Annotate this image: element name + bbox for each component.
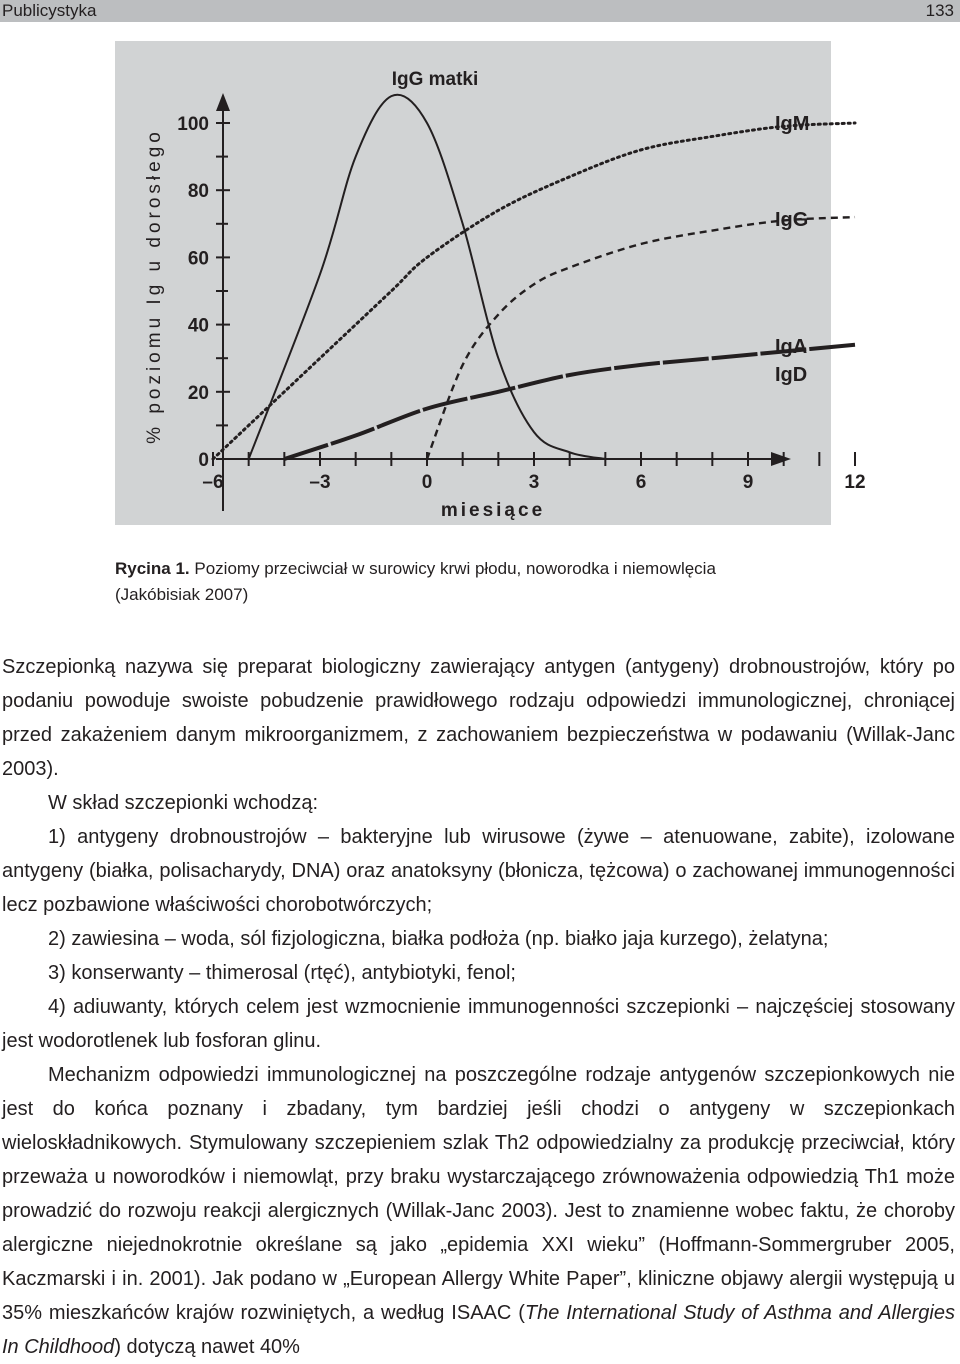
x-tick-label: –3 (309, 472, 331, 493)
paragraph-mechanism-text: Mechanizm odpowiedzi immunologicznej na poszczególne rodzaje antygenów szczepionkowych nie jest do końca poznany i zbadany, tym bardziej jeśli chodzi o antygeny w szczepionkach wieloskładnikowych. Stymulowany szczepieniem szlak Th2 odpowiedzialny za produkcję przeciwciał, który przeważa u noworodków i niemowląt, przy braku wystarczającego zrównoważenia odpowiedzią Th1 może prowadzić do rozwoju reakcji alergicznych (Willak-Janc 2003). Jest to znamienne wobec faktu, że choroby alergiczne niejednokrotnie określane są jako „epidemia XXI wieku” (Hoffmann-Sommergruber 2005, Kaczmarski i in. 2001). Jak podano w „European Allergy White Paper”, kliniczne objawy alergii występują u 35% mieszkańców krajów rozwiniętych, a według ISAAC ( (2, 1064, 955, 1324)
series-line-3 (284, 345, 855, 459)
y-axis-label: % poziomu Ig u dorosłego (144, 128, 165, 444)
tick-labels (177, 114, 865, 493)
page-header (0, 0, 960, 22)
paragraph-mechanism-end: ) dotyczą nawet 40% (114, 1336, 300, 1358)
figure-panel (115, 41, 866, 525)
antibody-levels-chart (115, 41, 866, 525)
chart-title: IgG matki (391, 69, 479, 90)
x-tick-label: 0 (421, 472, 433, 493)
list-item-suspension: 2) zawiesina – woda, sól fizjologiczna, białka podłoża (np. białko jaja kurzego), żelatyna; (48, 928, 829, 950)
caption-label: Rycina 1. (115, 559, 190, 578)
y-axis-arrowhead (216, 93, 230, 111)
end-label-igd: IgD (775, 364, 808, 386)
series-line-1 (213, 123, 855, 459)
end-label-iga: IgA (775, 336, 808, 358)
x-tick-label: 3 (528, 472, 540, 493)
y-tick-label: 40 (187, 315, 209, 337)
y-tick-label: 80 (187, 181, 209, 203)
page-number: 133 (925, 1, 954, 20)
x-tick-label: 12 (844, 472, 866, 493)
article-body (2, 650, 955, 1364)
end-label-igm: IgM (775, 113, 810, 135)
paragraph-components-intro: W skład szczepionki wchodzą: (48, 792, 319, 814)
caption-source: (Jakóbisiak 2007) (115, 585, 249, 604)
series (213, 95, 855, 459)
x-tick-label: 9 (742, 472, 754, 493)
isaac-full-name: The International Study of Asthma and Allergies In Childhood (2, 1302, 955, 1358)
paragraph-mechanism (2, 1058, 955, 1364)
y-tick-label: 60 (187, 248, 209, 270)
list-item-adjuvants: 4) adiuwanty, których celem jest wzmocnienie immunogenności szczepionki – najczęściej stosowany jest wodorotlenek lub fosforan glinu. (2, 996, 955, 1052)
series-line-0 (249, 95, 606, 459)
running-title: Publicystyka (2, 1, 97, 20)
figure-caption (115, 556, 835, 608)
y-tick-label: 20 (187, 382, 209, 404)
end-label-igg: IgG (775, 209, 809, 231)
caption-text: Poziomy przeciwciał w surowicy krwi płodu, noworodka i niemowlęcia (194, 559, 716, 578)
y-tick-label: 0 (198, 450, 209, 471)
list-item-preservatives: 3) konserwanty – thimerosal (rtęć), antybiotyki, fenol; (48, 962, 516, 984)
x-tick-label: 6 (635, 472, 647, 493)
list-item-antigens: 1) antygeny drobnoustrojów – bakteryjne lub wirusowe (żywe – atenuowane, zabite), izolowane antygeny (białka, polisacharydy, DNA) oraz anatoksyny (błonicza, tężcowa) o zachowanej immunogenności lecz pozbawione właściwości chorobotwórczych; (2, 826, 955, 916)
y-tick-label: 100 (177, 114, 209, 135)
x-axis-arrowhead (771, 452, 791, 466)
x-tick-label: –6 (202, 472, 224, 493)
x-axis-label: miesiące (440, 500, 546, 521)
paragraph-definition: Szczepionką nazywa się preparat biologiczny zawierający antygen (antygeny) drobnoustrojów, który po podaniu powoduje swoiste pobudzenie prawidłowego rodzaju odpowiedzi immunologicznej, chroniącej przed zakażeniem danym mikroorganizmem, z zachowaniem bezpieczeństwa w podawaniu (Willak-Janc 2003). (2, 656, 955, 780)
